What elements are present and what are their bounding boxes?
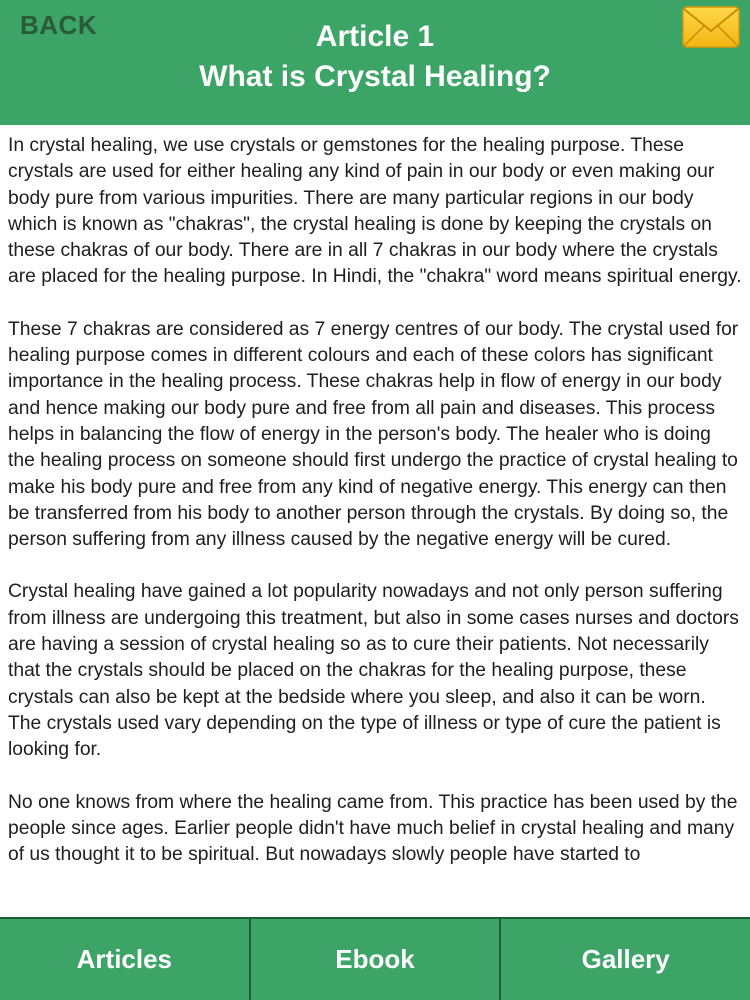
header-bar: [0, 0, 750, 125]
article-content[interactable]: [0, 125, 750, 917]
tab-gallery[interactable]: Gallery: [499, 919, 750, 1000]
tab-articles[interactable]: Articles: [76, 944, 173, 974]
article-paragraph: These 7 chakras are considered as 7 energy centres of our body. The crystal used for healing purpose comes in different colours and each of these colors has significant importance in the healing process. These chakras help in flow of energy in our body and hence making our body pure and free from all pain and diseases. This process helps in balancing the flow of energy in the person's body. The healer who is doing the healing process on someone should first undergo the practice of crystal healing to make his body pure and free from any kind of negative energy. This energy can then be transferred from his body to another person through the crystals. By doing so, the person suffering from any illness caused by the negative energy will be cured.: [8, 318, 739, 551]
tab-ebook[interactable]: Ebook: [249, 919, 500, 1000]
article-paragraph: In crystal healing, we use crystals or gemstones for the healing purpose. These crystals are used for either healing any kind of pain in our body or even making our body pure from various impurities. There are many particular regions in our body which is known as "chakras", the crystal healing is done by keeping the crystals on these chakras of our body. There are in all 7 chakras in our body where the crystals are placed for the healing purpose. In Hindi, the "chakra" word means spiritual energy.: [8, 135, 742, 288]
envelope-icon: [682, 6, 740, 48]
article-title: What is Crystal Healing?: [199, 60, 551, 93]
article-paragraph: Crystal healing have gained a lot popularity nowadays and not only person suffering from illness are undergoing this treatment, but also in some cases nurses and doctors are having a session of crystal healing so as to cure their patients. Not necessarily that the crystals should be placed on the chakras for the healing purpose, these crystals can also be kept at the bedside where you sleep, and also it can be worn. The crystals used vary depending on the type of illness or type of cure the patient is looking for.: [8, 581, 739, 761]
article-number: Article 1: [315, 20, 435, 53]
mail-button[interactable]: [682, 6, 740, 48]
bottom-tab-bar: [0, 917, 750, 1000]
back-button[interactable]: BACK: [20, 10, 98, 40]
article-paragraph: No one knows from where the healing came from. This practice has been used by the people since ages. Earlier people didn't have much belief in crystal healing and many of us thought it to be spiritual. But nowadays slowly people have started to: [8, 791, 738, 866]
